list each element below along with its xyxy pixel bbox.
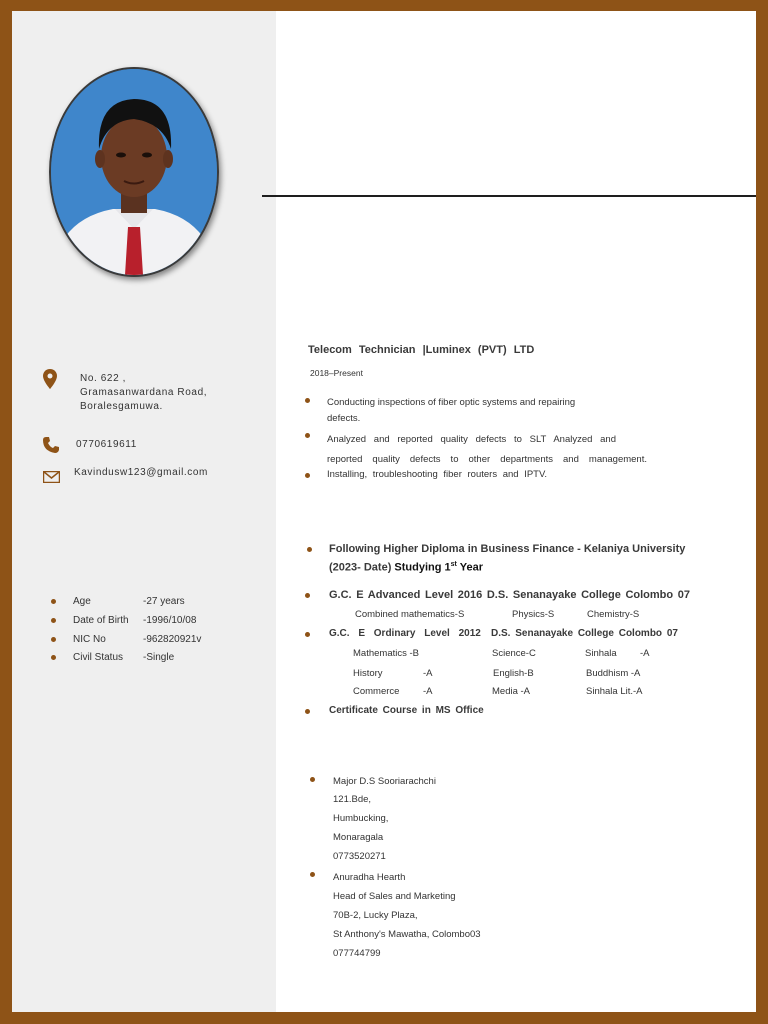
ol-grade: -A (423, 686, 433, 697)
bullet (305, 593, 310, 598)
phone-icon (43, 437, 59, 453)
bullet (307, 547, 312, 552)
diploma-years: (2023- Date) (329, 561, 392, 574)
diploma-line2 (329, 557, 709, 576)
referee (333, 773, 436, 866)
bullet (310, 872, 315, 877)
experience-line: Conducting inspections of fiber optic systems and repairing (327, 397, 576, 408)
referee-line: 70B-2, Lucky Plaza, (333, 910, 418, 921)
age-value: -27 years (143, 596, 185, 607)
dob-value: -1996/10/08 (143, 615, 197, 626)
referee-line: 0773520271 (333, 851, 386, 862)
experience-line: defects. (327, 413, 361, 424)
bullet (305, 709, 310, 714)
experience-item (327, 395, 607, 427)
envelope-icon (43, 471, 60, 483)
sidebar (12, 11, 276, 1012)
referee (333, 868, 481, 963)
referee-line: 077744799 (333, 948, 381, 959)
experience-item: Installing, troubleshooting fiber routers and IPTV. (327, 469, 548, 480)
diploma-year-word: Year (456, 561, 483, 574)
dob-label: Date of Birth (73, 615, 129, 626)
diploma-line1: Following Higher Diploma in Business Finance - Kelaniya University (329, 543, 686, 555)
nic-value: -962820921v (143, 634, 202, 645)
bullet (51, 655, 56, 660)
al-subject: Physics-S (512, 609, 555, 620)
nic-label: NIC No (73, 634, 106, 645)
job-title: Telecom Technician |Luminex (PVT) LTD (308, 344, 535, 356)
ol-grade: Buddhism -A (586, 668, 641, 679)
bullet (305, 632, 310, 637)
address-line: Gramasanwardana Road, (80, 387, 208, 398)
ol-heading-left: G.C. E Ordinary Level 2012 (329, 628, 481, 639)
referee-line: Monaragala (333, 832, 384, 843)
diploma (329, 542, 709, 576)
ol-grade: Commerce (353, 686, 400, 697)
ol-grade: History (353, 668, 383, 679)
referee-line: 121.Bde, (333, 794, 372, 805)
phone-number: 0770619611 (76, 439, 137, 450)
bullet (51, 599, 56, 604)
diploma-sup: st (450, 561, 457, 568)
certificate: Certificate Course in MS Office (329, 705, 484, 716)
ol-heading-right: D.S. Senanayake College Colombo 07 (491, 628, 678, 639)
bullet (305, 398, 310, 403)
bullet (51, 637, 56, 642)
bullet (51, 618, 56, 623)
diploma-status: Studying 1 (391, 561, 451, 574)
profile-photo (49, 67, 219, 277)
referee-line: Humbucking, (333, 813, 389, 824)
ol-grade: Sinhala (585, 648, 617, 659)
ol-grade: -A (423, 668, 433, 679)
address-line: Boralesgamuwa. (80, 401, 163, 412)
civil-status-value: -Single (143, 652, 175, 663)
al-subject: Chemistry-S (587, 609, 640, 620)
referee-line: Major D.S Sooriarachchi (333, 776, 436, 787)
ol-grade: -A (640, 648, 650, 659)
experience-line: Analyzed and reported quality defects to SLT Analyzed and (327, 434, 616, 445)
ol-grade: Science-C (492, 648, 536, 659)
al-heading: G.C. E Advanced Level 2016 D.S. Senanayake College Colombo 07 (329, 589, 690, 601)
address-line: No. 622 , (80, 373, 126, 384)
bullet (305, 433, 310, 438)
al-subject: Combined mathematics-S (355, 609, 465, 620)
referee-line: Head of Sales and Marketing (333, 891, 456, 902)
ol-grade: Media -A (492, 686, 531, 697)
ol-grade: Mathematics -B (353, 648, 419, 659)
bullet (310, 777, 315, 782)
address (80, 372, 260, 414)
civil-status-label: Civil Status (73, 652, 124, 663)
location-pin-icon (43, 369, 57, 389)
age-label: Age (73, 596, 91, 607)
experience-item (327, 430, 647, 469)
email: Kavindusw123@gmail.com (74, 467, 208, 478)
resume-page (12, 11, 756, 1012)
ol-grade: Sinhala Lit.-A (586, 686, 643, 697)
experience-line: reported quality defects to other departments and management. (327, 454, 647, 465)
referee-line: St Anthony's Mawatha, Colombo03 (333, 929, 481, 940)
referee-line: Anuradha Hearth (333, 872, 406, 883)
ol-grade: English-B (493, 668, 534, 679)
bullet (305, 473, 310, 478)
job-period: 2018–Present (310, 368, 363, 378)
header-divider (262, 195, 756, 197)
